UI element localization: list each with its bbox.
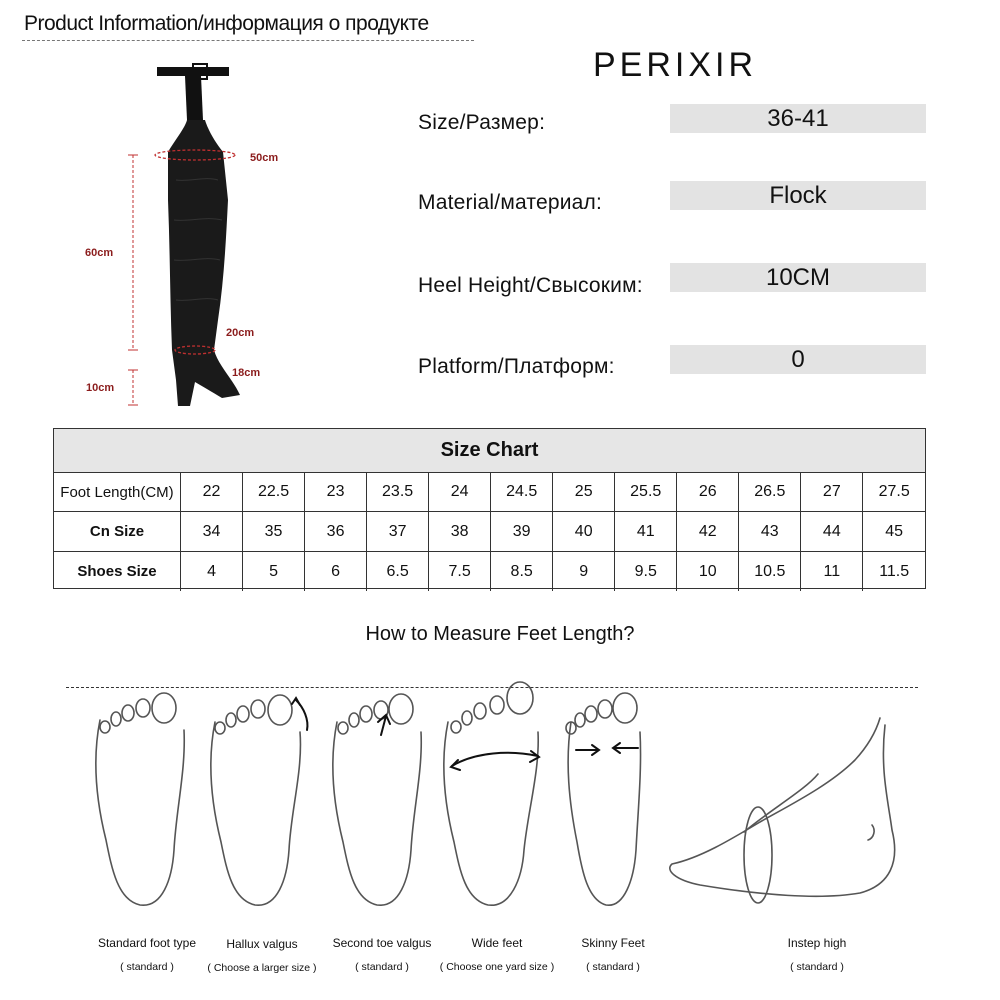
table-cell: 36	[305, 512, 367, 552]
standard-foot-icon	[96, 693, 185, 905]
spec-platform-value: 0	[670, 345, 926, 374]
table-row	[54, 473, 925, 512]
foot-note-instep: ( standard )	[790, 961, 844, 973]
boot-heel-measure: 10cm	[86, 382, 115, 394]
table-cell: 10	[677, 552, 739, 592]
table-cell: 37	[367, 512, 429, 552]
foot-label-second-toe: Second toe valgus	[332, 936, 432, 950]
feet-illustrations	[0, 680, 1000, 920]
table-cell: 8.5	[491, 552, 553, 592]
foot-label-skinny: Skinny Feet	[581, 936, 645, 950]
table-cell: 9.5	[615, 552, 677, 592]
table-cell: 7.5	[429, 552, 491, 592]
table-cell: 22.5	[243, 473, 305, 512]
foot-note-second-toe: ( standard )	[355, 961, 409, 973]
table-row	[54, 512, 925, 552]
table-cell: 40	[553, 512, 615, 552]
skinny-foot-icon	[566, 693, 641, 905]
table-cell: 11	[801, 552, 863, 592]
table-cell: 23	[305, 473, 367, 512]
instep-high-foot-icon	[670, 718, 895, 903]
wide-foot-icon	[444, 682, 539, 905]
table-cell: 24	[429, 473, 491, 512]
header-divider	[22, 40, 474, 41]
table-cell: 4	[181, 552, 243, 592]
row-label: Cn Size	[54, 512, 181, 552]
spec-material-label: Material/материал:	[418, 191, 603, 214]
table-cell: 27.5	[863, 473, 925, 512]
brand-name: PERIXIR	[592, 46, 758, 84]
table-cell: 24.5	[491, 473, 553, 512]
table-cell: 39	[491, 512, 553, 552]
table-cell: 42	[677, 512, 739, 552]
foot-label-wide: Wide feet	[471, 936, 523, 950]
table-cell: 25.5	[615, 473, 677, 512]
page-title: Product Information/информация о продукте	[24, 12, 429, 35]
foot-label-hallux: Hallux valgus	[226, 937, 298, 951]
row-label: Shoes Size	[54, 552, 181, 592]
table-cell: 10.5	[739, 552, 801, 592]
boot-ankle-measure: 20cm	[226, 327, 255, 339]
foot-note-skinny: ( standard )	[586, 961, 640, 973]
size-chart	[53, 428, 926, 589]
measure-title: How to Measure Feet Length?	[365, 623, 635, 645]
table-cell: 25	[553, 473, 615, 512]
table-cell: 9	[553, 552, 615, 592]
size-chart-table	[54, 473, 925, 591]
table-cell: 5	[243, 552, 305, 592]
boot-diagram	[60, 55, 320, 415]
table-cell: 44	[801, 512, 863, 552]
spec-material-value: Flock	[670, 181, 926, 210]
table-cell: 6.5	[367, 552, 429, 592]
table-cell: 34	[181, 512, 243, 552]
boot-foot-measure: 18cm	[232, 367, 261, 379]
table-cell: 41	[615, 512, 677, 552]
second-toe-valgus-foot-icon	[333, 694, 422, 905]
table-cell: 11.5	[863, 552, 925, 592]
table-row	[54, 552, 925, 592]
table-cell: 35	[243, 512, 305, 552]
table-cell: 43	[739, 512, 801, 552]
spec-size-label: Size/Размер:	[418, 111, 546, 134]
table-cell: 38	[429, 512, 491, 552]
table-cell: 22	[181, 473, 243, 512]
table-cell: 23.5	[367, 473, 429, 512]
spec-size-value: 36-41	[670, 104, 926, 133]
foot-note-hallux: ( Choose a larger size )	[207, 962, 317, 974]
boot-top-measure: 50cm	[250, 152, 279, 164]
table-cell: 26	[677, 473, 739, 512]
spec-heel-label: Heel Height/Свысоким:	[418, 274, 643, 297]
hallux-valgus-foot-icon	[211, 695, 308, 905]
spec-heel-value: 10CM	[670, 263, 926, 292]
foot-note-wide: ( Choose one yard size )	[439, 961, 555, 973]
size-chart-title: Size Chart	[54, 429, 925, 473]
spec-platform-label: Platform/Платформ:	[418, 355, 615, 378]
table-cell: 6	[305, 552, 367, 592]
row-label: Foot Length(CM)	[54, 473, 181, 512]
table-cell: 45	[863, 512, 925, 552]
table-cell: 27	[801, 473, 863, 512]
boot-shaft-measure: 60cm	[85, 247, 114, 259]
foot-label-standard: Standard foot type	[97, 936, 197, 950]
foot-note-standard: ( standard )	[120, 961, 174, 973]
table-cell: 26.5	[739, 473, 801, 512]
foot-label-instep: Instep high	[787, 936, 847, 950]
